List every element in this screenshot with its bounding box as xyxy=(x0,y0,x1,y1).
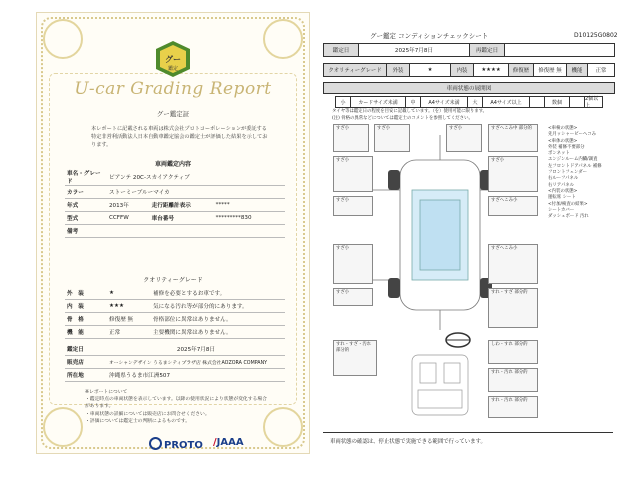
legend-line: <内装の状態> xyxy=(548,188,578,194)
row-label: カラー xyxy=(65,186,107,199)
inspection-footer-note: 車両状態の確認は、停止状態で実施できる範囲で行っています。 xyxy=(330,439,486,445)
legend-line: シートカバー xyxy=(548,207,575,213)
state-heading-text: 車両状態の展開図 xyxy=(446,86,492,92)
note-line: ※レポートについて xyxy=(85,390,128,395)
grade-cell: 修復歴 無 xyxy=(534,64,567,76)
interior-note-panel: すれ・汚れ 部分的 xyxy=(488,396,538,418)
table-row xyxy=(65,369,285,382)
certificate-subtitle: グー鑑定証 xyxy=(156,110,190,118)
grade-row-label: クオリティーグレード xyxy=(324,64,387,76)
damage-note-panel: すざ小 xyxy=(333,156,373,192)
size-cell: 2個以上 xyxy=(585,96,599,109)
table-row xyxy=(65,356,285,369)
row-label: 車名・グレード xyxy=(65,169,107,186)
damage-note-panel: すざ小 xyxy=(374,124,410,152)
interior-note-panel: しわ・すれ 部分的 xyxy=(488,340,538,364)
damage-note-panel: すざ小 xyxy=(333,196,373,216)
row-value: *********830 xyxy=(214,212,285,225)
grade-heading: クオリティーグレード xyxy=(143,277,203,284)
info-value: オーシャンデザイン うるまシティプラザ店 株式会社AOZORA COMPANY xyxy=(107,356,285,369)
damage-note-panel: すざへこみ小 xyxy=(488,196,538,216)
row-value xyxy=(107,225,285,238)
grade-cell: ★★★★ xyxy=(474,64,509,76)
damage-note-panel: すざ小 xyxy=(333,288,373,306)
grade-desc: 骨格部位に異常はありません。 xyxy=(151,313,285,326)
proto-brand-text: PROTO xyxy=(164,440,203,451)
row-value: ストーミーブルーマイカ xyxy=(107,186,285,199)
legend-line: 先月ッシャービーヘコみ xyxy=(548,132,597,138)
jaaa-brand-logo xyxy=(213,437,244,448)
sheet-note-line: タイヤ等は鑑定日の程度を目安に記載しています。（を）使用可能に限ります。 xyxy=(332,109,488,114)
grade-desc: 気になる汚れ等が部分的にあります。 xyxy=(151,300,285,313)
info-value: 沖縄県うるま市江洲507 xyxy=(107,369,285,382)
date-value: 2025年7月8日 xyxy=(359,44,470,56)
report-title: U-car Grading Report xyxy=(74,79,272,99)
table-row xyxy=(65,287,285,300)
size-cell: A4サイズ未満 xyxy=(421,97,468,107)
table-row xyxy=(65,326,285,339)
document-id: D10125G0802 xyxy=(574,32,618,39)
condition-legend xyxy=(548,126,614,220)
size-cell: 数個 xyxy=(545,97,570,107)
row-label: 走行距離計表示 xyxy=(150,199,214,212)
row-label: 型式 xyxy=(65,212,107,225)
grade-mark: ★★★ xyxy=(107,300,151,313)
quality-grade-table xyxy=(65,287,285,339)
section-heading: 車両鑑定内容 xyxy=(154,161,191,168)
record-label: 再鑑定日 xyxy=(470,44,505,56)
note-line: ・評価については鑑定士の判断によるものです。 xyxy=(85,418,191,424)
size-cell: A4サイズ以上 xyxy=(483,97,530,107)
row-value: CCFFW xyxy=(107,212,150,225)
report-notes xyxy=(85,389,271,425)
proto-brand-logo xyxy=(149,437,203,451)
table-row xyxy=(65,313,285,326)
legend-line: <車体の状態> xyxy=(548,138,578,144)
legend-line: 左フロントドアパネル 補修 xyxy=(548,163,602,169)
table-row xyxy=(65,169,285,186)
grade-mark: 正常 xyxy=(107,326,151,339)
damage-note-panel: すざ小 xyxy=(333,124,369,152)
size-cell: 小 xyxy=(336,97,351,107)
grade-label: 機 能 xyxy=(65,326,107,339)
damage-note-panel: すれ・すざ 部分的 xyxy=(488,288,538,328)
grade-cell: 正常 xyxy=(595,68,607,74)
row-value: 2013年 xyxy=(107,199,150,212)
state-heading xyxy=(323,82,615,94)
grade-cell: 機能 xyxy=(567,64,588,76)
grade-cell: 修復歴 xyxy=(509,64,534,76)
jaaa-mark-icon: / xyxy=(213,437,217,448)
table-row xyxy=(65,199,285,212)
info-label: 所在地 xyxy=(65,369,107,382)
jaaa-brand-text: JAAA xyxy=(216,437,244,448)
corner-ornament xyxy=(263,19,303,59)
grade-label: 骨 格 xyxy=(65,313,107,326)
intro-text: 本レポートに記載される車両は株式会社プロトコーポレーションが委託する特定非営利活動法人日本自動車鑑定協会の鑑定士が評価した結果を示しております。 xyxy=(91,126,268,148)
legend-line: フロントフェンダー xyxy=(548,170,587,176)
interior-note-panel: すれ・汚れ 部分的 xyxy=(488,368,538,392)
proto-circle-icon xyxy=(149,437,162,450)
damage-note-panel: すざへこみ小 xyxy=(488,244,538,284)
grading-certificate xyxy=(36,12,310,454)
legend-line: <付加/検査の結果> xyxy=(548,201,588,207)
row-label: 年式 xyxy=(65,199,107,212)
quality-grade-row xyxy=(323,63,615,77)
corner-ornament xyxy=(43,19,83,59)
table-row xyxy=(65,300,285,313)
grade-cell: 内装 xyxy=(451,64,474,76)
damage-note-panel: すざ小 xyxy=(488,156,538,192)
legend-line: ダッシュボード 汚れ xyxy=(548,214,589,220)
legend-line: ボンネット xyxy=(548,151,570,157)
legend-line: <車検の状態> xyxy=(548,126,578,131)
dealer-info-table xyxy=(65,343,285,382)
date-row xyxy=(323,43,615,57)
svg-text:グー: グー xyxy=(165,55,181,64)
info-label: 鑑定日 xyxy=(65,343,107,356)
corner-ornament xyxy=(43,407,83,447)
table-row xyxy=(65,186,285,199)
sheet-note-line: (注) 骨格の異常などについては鑑定士のコメントを参照してください。 xyxy=(332,116,473,121)
grade-label: 外 装 xyxy=(65,287,107,300)
legend-line: 右リアパネル xyxy=(548,182,574,188)
grade-cell: ★ xyxy=(410,64,451,76)
size-cell: カードサイズ未満 xyxy=(351,97,406,107)
legend-line: 外装 補修不要部分 xyxy=(548,144,585,150)
row-label: 備考 xyxy=(65,225,107,238)
legend-line: 右ルーフパネル xyxy=(548,176,579,182)
vehicle-info-table xyxy=(65,169,285,238)
grade-label: 内 装 xyxy=(65,300,107,313)
note-line: ・鑑定時点の車両状態を表示しています。以降の使用状況により状態が変化する場合があります。 xyxy=(85,397,267,410)
table-row xyxy=(65,343,285,356)
damage-note-panel: すざ小 xyxy=(446,124,482,152)
grade-desc: 主要機関に異常はありません。 xyxy=(151,326,285,339)
row-label: 車台番号 xyxy=(150,212,214,225)
footer-divider xyxy=(323,432,613,433)
record-value xyxy=(505,44,614,56)
legend-line: エンジンルーム内臓/調査 xyxy=(548,157,598,163)
date-label: 鑑定日 xyxy=(324,44,359,56)
grade-mark: ★ xyxy=(107,287,151,300)
note-line: ・車両状態の詳細については販売店にお問合せください。 xyxy=(85,411,210,417)
grade-cell: 外装 xyxy=(387,64,410,76)
size-cell: 大 xyxy=(468,97,483,107)
table-row xyxy=(65,212,285,225)
row-value: ***** xyxy=(214,199,285,212)
size-cell: 中 xyxy=(406,97,421,107)
damage-note-panel: すざへこみ中 部分的 xyxy=(488,124,538,152)
size-cell xyxy=(570,97,585,107)
svg-text:鑑定: 鑑定 xyxy=(167,66,179,72)
goo-appraisal-logo xyxy=(153,39,193,79)
table-row xyxy=(65,225,285,238)
interior-note-panel: すれ・すざ・汚れ 部分的 xyxy=(333,340,377,376)
info-value: 2025年7月8日 xyxy=(107,343,285,356)
grade-desc: 補修を必要とするお車です。 xyxy=(151,287,285,300)
grade-mark: 修復歴 無 xyxy=(107,313,151,326)
row-value: ピアンテ 20C-スカイアクティブ xyxy=(107,169,285,186)
damage-size-legend xyxy=(335,96,603,108)
sheet-title: グー鑑定 コンディションチェックシート xyxy=(370,32,489,40)
legend-line: 運転席 シート xyxy=(548,195,576,201)
size-cell xyxy=(530,97,545,107)
damage-note-panel: すざ小 xyxy=(333,244,373,284)
info-label: 販売店 xyxy=(65,356,107,369)
